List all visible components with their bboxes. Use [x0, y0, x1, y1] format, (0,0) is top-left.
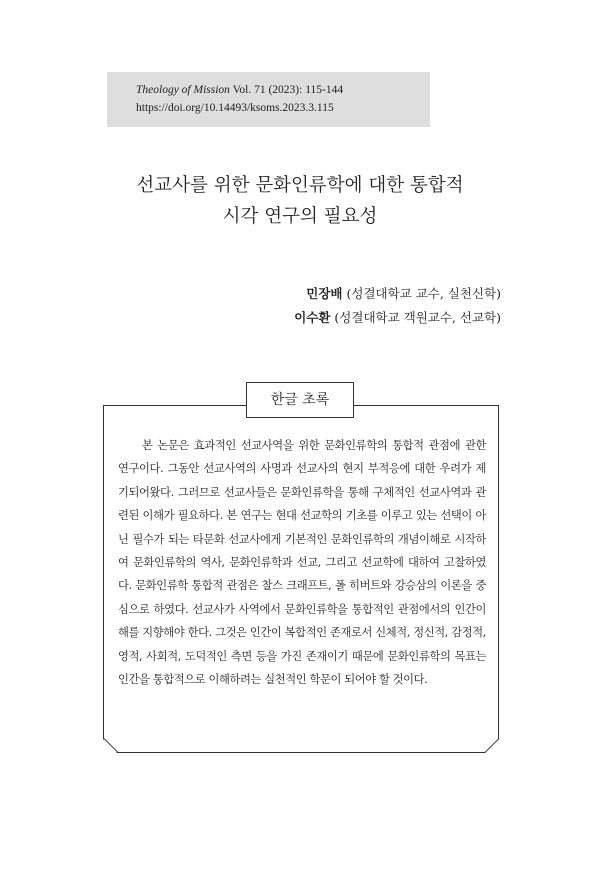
abstract-body: 본 논문은 효과적인 선교사역을 위한 문화인류학의 통합적 관점에 관한 연구이다. 그동안 선교사역의 사명과 선교사의 현지 부적응에 대한 우려가 제기되어왔다. 그러므로 선교사들은 문화인류학을 통해 구체적인 선교사역과 관련된 이해가 필요하다. 본 연구는 현대 선교학의 기초를 이루고 있는 선택이 아닌 필수가 되는 타문화 선교사에게 기본적인 문화인류학의 개념이해로 시작하여 문화인류학의 역사, 문화인류학과 선교, 그리고 선교학에 대하여 고찰하였다. 문화인류학 통합적 관점은 찰스 크래프트, 폴 히버트와 강승삼의 이론을 중심으로 하였다. 선교사가 사역에서 문화인류학을 통합적인 관점에서의 인간이해를 지향해야 한다. 그것은 인간이 복합적인 존재로서 신체적, 정신적, 감정적, 영적, 사회적, 도덕적인 측면 등을 가진 존재이기 때문에 문화인류학의 목표는 인간을 통합적으로 이해하려는 실천적인 학문이 되어야 할 것이다.	[118, 439, 486, 687]
author-name: 이수환	[294, 310, 331, 325]
title-line-1: 선교사를 위한 문화인류학에 대한 통합적	[136, 175, 464, 196]
author-affiliation: (성결대학교 교수, 실천신학)	[342, 286, 501, 301]
journal-citation	[136, 81, 430, 99]
paper-title	[0, 170, 600, 232]
author-name: 민장배	[306, 286, 343, 301]
abstract-heading: 한글 초록	[246, 382, 354, 418]
author-2	[294, 306, 501, 330]
doi-link[interactable]: https://doi.org/10.14493/ksoms.2023.3.115	[136, 102, 334, 114]
title-line-2: 시각 연구의 필요성	[222, 206, 378, 227]
journal-name: Theology of Mission	[136, 84, 230, 96]
author-1	[294, 282, 501, 306]
author-list	[294, 282, 501, 330]
journal-volume: Vol. 71 (2023): 115-144	[229, 84, 344, 96]
journal-header	[107, 72, 430, 127]
author-affiliation: (성결대학교 객원교수, 선교학)	[330, 310, 501, 325]
